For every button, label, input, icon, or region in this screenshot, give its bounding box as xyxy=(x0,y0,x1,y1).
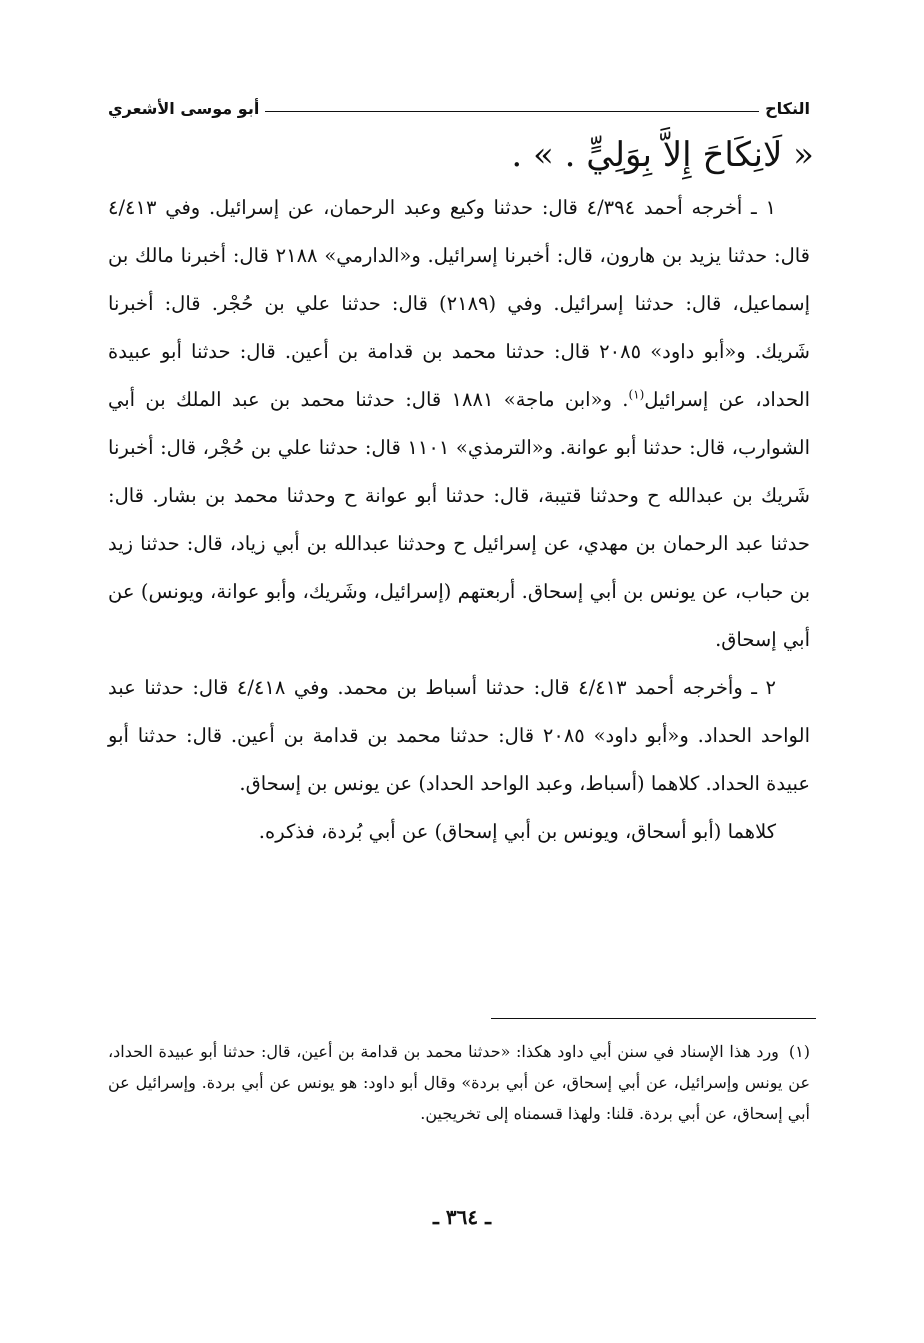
hadith-text: « لَانِكَاحَ إِلاَّ بِوَلِيٍّ . » . xyxy=(511,135,814,175)
running-header xyxy=(108,86,810,118)
page-number: ـ ٣٦٤ ـ xyxy=(433,1205,491,1229)
header-chapter: النكاح xyxy=(765,99,810,118)
paragraph-3-text: كلاهما (أبو أسحاق، ويونس بن أبي إسحاق) عن أبي بُردة، فذكره. xyxy=(258,820,776,843)
header-rule xyxy=(265,111,759,112)
paragraph-1-text: ١ ـ أخرجه أحمد ٤/٣٩٤ قال: حدثنا وكيع وعبد الرحمان، عن إسرائيل. وفي ٤/٤١٣ قال: حدثنا يزيد بن هارون، قال: أخبرنا إسرائيل. و«الدارمي» ٢١٨٨ قال: أخبرنا مالك بن إسماعيل، قال: حدثنا إسرائيل. وفي (٢١٨٩) قال: حدثنا علي بن حُجْر. قال: أخبرنا شَريك. و«أبو داود» ٢٠٨٥ قال: حدثنا محمد بن قدامة بن أعين. قال: حدثنا أبو عبيدة الحداد، عن إسرائيل xyxy=(108,196,811,411)
paragraph-1 xyxy=(108,184,810,664)
footnote-mark: (١) xyxy=(788,1042,810,1061)
footnote xyxy=(108,1036,810,1129)
footnote-separator xyxy=(491,1018,816,1019)
paragraph-2 xyxy=(108,664,810,808)
header-narrator: أبو موسى الأشعري xyxy=(108,99,260,118)
takhrij-body xyxy=(108,184,810,856)
paragraph-3 xyxy=(108,808,810,856)
footnote-reference[interactable]: (١) xyxy=(628,387,645,402)
paragraph-2-text: ٢ ـ وأخرجه أحمد ٤/٤١٣ قال: حدثنا أسباط بن محمد. وفي ٤/٤١٨ قال: حدثنا عبد الواحد الحداد. و«أبو داود» ٢٠٨٥ قال: حدثنا محمد بن قدامة بن أعين. قال: حدثنا أبو عبيدة الحداد. كلاهما (أسباط، وعبد الواحد الحداد) عن يونس بن إسحاق. xyxy=(108,676,810,795)
paragraph-1-continuation: . و«ابن ماجة» ١٨٨١ قال: حدثنا محمد بن عبد الملك بن أبي الشوارب، قال: حدثنا أبو عوانة. و«الترمذي» ١١٠١ قال: حدثنا علي بن حُجْر، قال: أخبرنا شَريك بن عبدالله ح وحدثنا قتيبة، قال: حدثنا أبو عوانة ح وحدثنا محمد بن بشار. قال: حدثنا عبد الرحمان بن مهدي، عن إسرائيل ح وحدثنا عبدالله بن أبي زياد، قال: حدثنا زيد بن حباب، عن يونس بن أبي إسحاق. أربعتهم (إسرائيل، وشَريك، وأبو عوانة، ويونس) عن أبي إسحاق. xyxy=(108,388,810,651)
footnote-text: ورد هذا الإسناد في سنن أبي داود هكذا: «حدثنا محمد بن قدامة بن أعين، قال: حدثنا أبو عبيدة الحداد، عن يونس وإسرائيل، عن أبي إسحاق، عن أبي بردة» وقال أبو داود: هو يونس عن أبي بردة. وإسرائيل عن أبي إسحاق، عن أبي بردة. قلنا: ولهذا قسمناه إلى تخريجين. xyxy=(108,1042,810,1123)
